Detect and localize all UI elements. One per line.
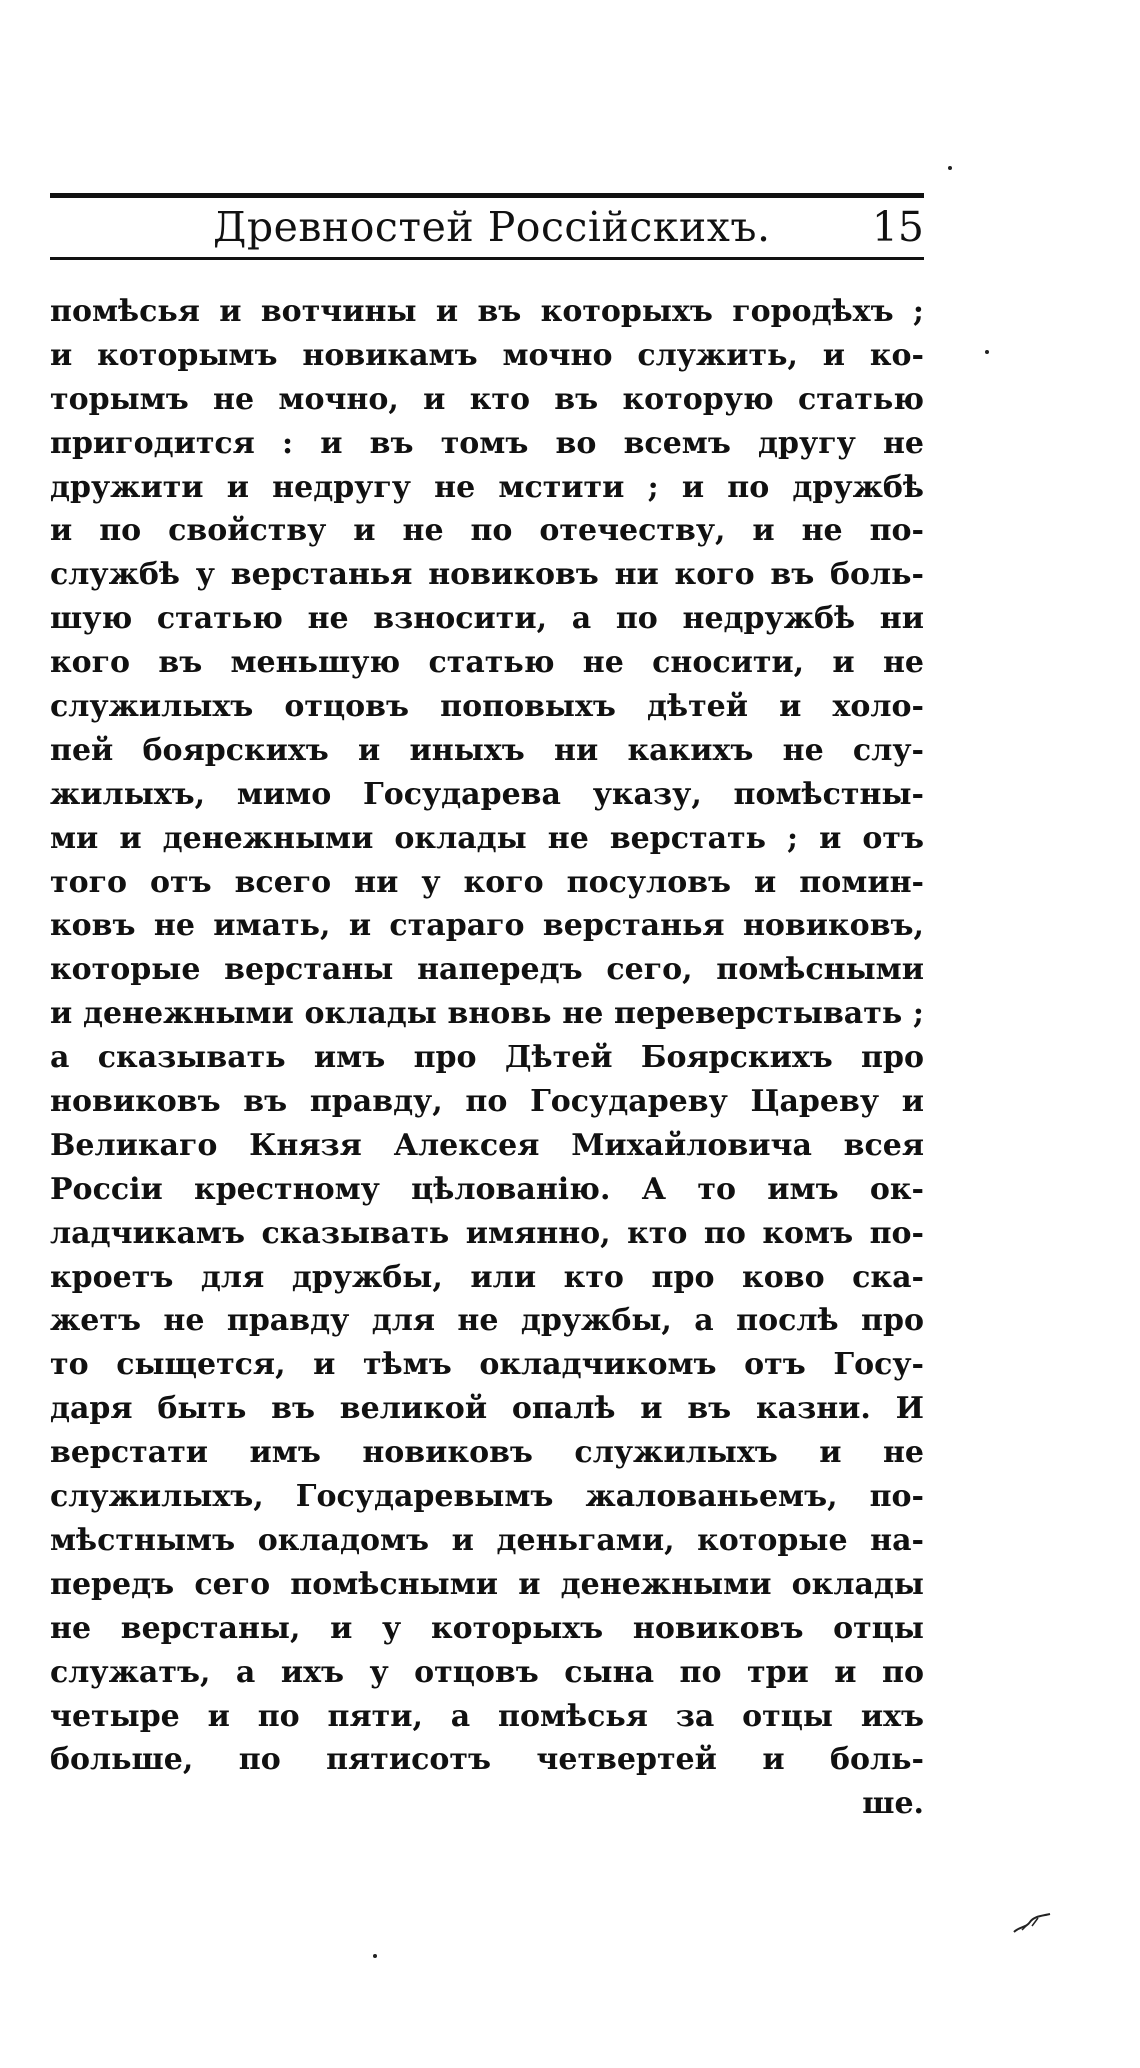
text-line: служатъ, а ихъ у отцовъ сына по три и по [50, 1654, 924, 1690]
text-line: шую статью не взносити, а по недружбѣ ни [50, 601, 924, 637]
text-line: жетъ не правду для не дружбы, а послѣ про [50, 1303, 924, 1339]
text-line: помѣсья и вотчины и въ которыхъ городѣхъ ; [50, 294, 924, 329]
text-line: служилыхъ отцовъ поповыхъ дѣтей и холо- [50, 689, 924, 725]
header-rule-bottom [50, 257, 924, 260]
ink-speck [373, 1954, 377, 1958]
text-line: ковъ не имать, и стараго верстанья новиковъ, [50, 908, 924, 944]
text-line: а сказывать имъ про Дѣтей Боярскихъ про [50, 1040, 924, 1076]
ink-scribble [1012, 1910, 1052, 1936]
text-line: жилыхъ, мимо Государева указу, помѣстны- [50, 776, 924, 812]
page-number: 15 [871, 203, 924, 251]
running-title: Древностей Россійскихъ. [213, 203, 771, 251]
text-line: служилыхъ, Государевымъ жалованьемъ, по- [50, 1479, 924, 1515]
text-line-catchword: ше. [862, 1786, 924, 1822]
text-line: и денежными оклады вновь не переверстывать ; [50, 996, 924, 1032]
text-line: верстати имъ новиковъ служилыхъ и не [50, 1435, 924, 1471]
text-line: четыре и по пяти, а помѣсья за отцы ихъ [50, 1698, 924, 1734]
text-line: Россіи крестному цѣлованію. А то имъ ок- [50, 1171, 924, 1207]
text-line: ладчикамъ сказывать имянно, кто по комъ по- [50, 1215, 924, 1251]
text-line: передъ сего помѣсными и денежными оклады [50, 1566, 924, 1602]
text-line: ми и денежными оклады не верстать ; и отъ [50, 820, 924, 856]
text-line: пригодится : и въ томъ во всемъ другу не [50, 425, 924, 461]
text-line: не верстаны, и у которыхъ новиковъ отцы [50, 1610, 924, 1646]
text-line: и которымъ новикамъ мочно служить, и ко- [50, 337, 924, 373]
running-head [50, 198, 924, 256]
text-line: пей боярскихъ и иныхъ ни какихъ не слу- [50, 732, 924, 768]
text-line: Великаго Князя Алексея Михайловича всея [50, 1127, 924, 1163]
text-line: новиковъ въ правду, по Государеву Цареву и [50, 1084, 924, 1120]
text-line: даря быть въ великой опалѣ и въ казни. И [50, 1391, 924, 1427]
text-line: больше, по пятисотъ четвертей и боль- [50, 1742, 924, 1778]
body-text [50, 290, 924, 1826]
text-line: службѣ у верстанья новиковъ ни кого въ боль- [50, 557, 924, 593]
text-line: мѣстнымъ окладомъ и деньгами, которые на- [50, 1522, 924, 1558]
ink-speck [985, 350, 989, 354]
text-line: кого въ меньшую статью не сносити, и не [50, 645, 924, 681]
ink-speck [948, 166, 952, 170]
text-line: торымъ не мочно, и кто въ которую статью [50, 381, 924, 417]
text-line: и по свойству и не по отечеству, и не по- [50, 513, 924, 549]
text-line: того отъ всего ни у кого посуловъ и помин- [50, 864, 924, 900]
text-line: которые верстаны напередъ сего, помѣсными [50, 952, 924, 988]
text-line: дружити и недругу не мстити ; и по дружбѣ [50, 469, 924, 505]
text-line: кроетъ для дружбы, или кто про ково ска- [50, 1259, 924, 1295]
text-line: то сыщется, и тѣмъ окладчикомъ отъ Госу- [50, 1347, 924, 1383]
